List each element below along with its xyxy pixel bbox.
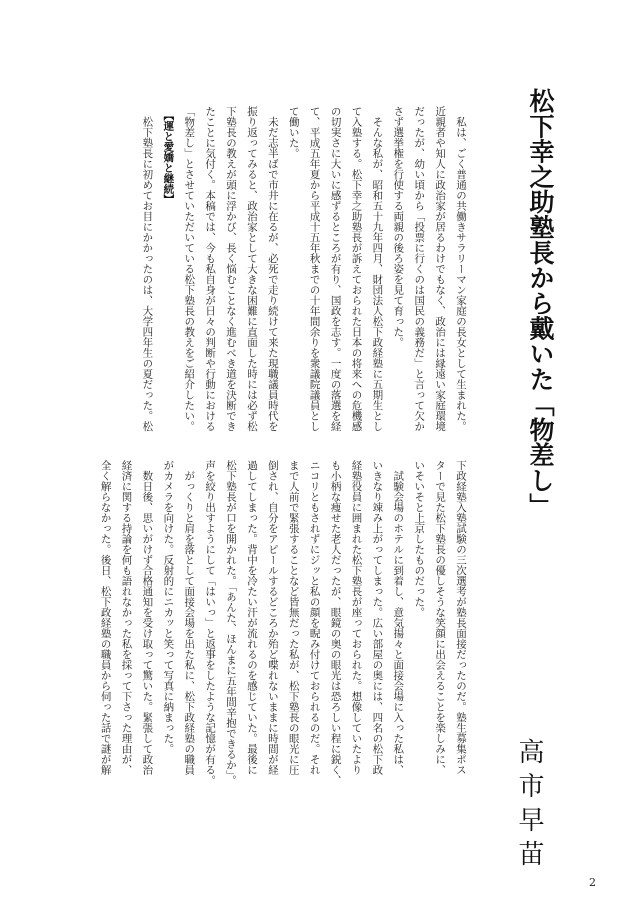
text-column: て働いた。 — [287, 106, 300, 159]
text-column: いそいそと上京したものだった。 — [413, 460, 426, 618]
text-column: 私は、ごく普通の共働きサラリーマン家庭の長女として生まれた。 — [455, 106, 467, 432]
text-column: 試験会場のホテルに到着し、意気揚々と面接会場に入った私は、 — [392, 460, 405, 775]
text-column: 全く解らなかった。後日、松下政経塾の職員から伺った話で謎が解 — [99, 460, 112, 775]
text-column: 「物差し」とさせていただいている松下塾長の教えをご紹介したい。 — [183, 106, 196, 432]
text-column: 松下塾長に初めてお目にかかったのは、大学四年生の夏だった。松 — [141, 106, 154, 432]
text-column: の切実さに大いに感ずるところが有り、国政を志す。一度の落選を経 — [329, 106, 342, 432]
text-column: 過してしまった。背中を冷たい汗が流れるのを感じていた。最後に — [245, 460, 258, 775]
text-column: ニコリともされずにジッと私の顔を睨み付けておられるのだ。それ — [308, 460, 321, 775]
page-number: 2 — [589, 876, 596, 889]
text-column: まで人前で緊張することなど皆無だった私が、松下塾長の眼光に圧 — [287, 460, 300, 775]
text-column: だったが、幼い頃から「投票に行くのは国民の義務だ」と言って欠か — [413, 106, 426, 432]
body-text-top-tier — [95, 106, 471, 442]
text-column: 経済に関する持論を何も語れなかった私を採って下さった理由が、 — [120, 460, 133, 775]
text-column: がカメラを向けた。反射的にニカッと笑って写真に納まった。 — [162, 460, 175, 754]
text-column: そんな私が、昭和五十九年四月、財団法人松下政経塾に五期生とし — [371, 106, 384, 432]
text-column: も小柄な痩せた老人だったが、眼鏡の奥の眼光は恐ろしい程に鋭く、 — [329, 460, 342, 786]
text-column: 数日後、思いがけず合格通知を受け取って驚いた。緊張して政治 — [141, 460, 154, 775]
section-heading: 【運と愛嬌と継続】 — [162, 110, 175, 205]
text-column: 経塾役員に囲まれた松下塾長が座っておられた。想像していたより — [350, 460, 363, 775]
text-column: 近親者や知人に政治家が居るわけでもなく、政治には縁遠い家庭環境 — [434, 106, 447, 432]
text-column: 下塾長の教えが頭に浮かび、長く悩むことなく進むべき道を決断でき — [225, 106, 238, 432]
text-column: 松下塾長が口を開かれた。「あんた、ほんまに五年間辛抱できるか」。 — [225, 460, 238, 786]
article-title: 松下幸之助塾長から戴いた「物差し」 — [526, 88, 555, 519]
text-column: て入塾する。松下幸之助塾長が訴えておられた日本の将来への危機感 — [350, 106, 363, 432]
text-column: 振り返ってみると、政治家として大きな困難に直面した時には必ず松 — [245, 106, 258, 432]
text-column: さず選挙権を行使する両親の後ろ姿を見て育った。 — [392, 106, 405, 348]
text-column: ターで見た松下塾長の優しそうな笑顔に出会えることを楽しみに、 — [434, 460, 447, 775]
text-column: て、平成五年夏から平成十五年秋までの十年間余りを衆議院議員とし — [308, 106, 321, 432]
text-column: 倒され、自分をアピールするどころか殆ど喋れないままに時間が経 — [266, 460, 279, 775]
text-column: 声を絞り出すようにして「はいっ」と返事をしたような記憶が有る。 — [204, 460, 217, 786]
text-column: たことに気付く。本稿では、今も私自身が日々の判断や行動における — [204, 106, 217, 432]
text-column: 未だ志半ばで市井に在るが、必死で走り続けて来た現職議員時代を — [266, 106, 279, 432]
text-column: いきなり竦み上がってしまった。広い部屋の奥には、四名の松下政 — [371, 460, 384, 775]
text-column: 下政経塾入塾試験の三次選考が塾長面接だったのだ。塾生募集ポス — [455, 460, 467, 775]
body-text-bottom-tier — [95, 460, 471, 796]
author-name: 高市早苗 — [514, 738, 544, 874]
text-column: がっくりと肩を落として面接会場を出た私に、松下政経塾の職員 — [183, 460, 196, 775]
